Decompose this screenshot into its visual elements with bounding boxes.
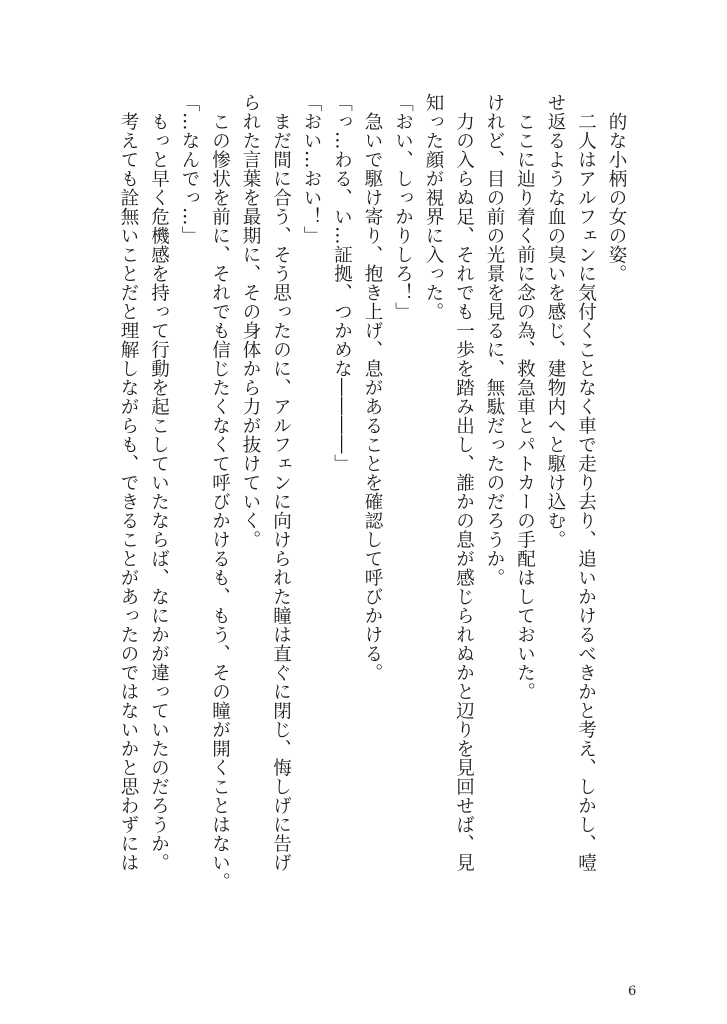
text-line: けれど、目の前の光景を見るに、無駄だったのだろうか。 — [484, 93, 505, 587]
text-line: ここに辿り着く前に念の為、救急車とパトカーの手配はしておいた。 — [514, 93, 536, 701]
text-line: 考えても詮無いことだと理解しながらも、できることがあったのではないかと思わずには — [118, 93, 139, 872]
text-line: 力の入らぬ足、それでも一歩を踏み出し、誰かの息が感じられぬかと辺りを見回せば、見 — [453, 93, 475, 872]
text-line: もっと早く危機感を持って行動を起こしていたならば、なにかが違っていたのだろうか。 — [148, 93, 170, 872]
text-line: 急いで駆け寄り、抱き上げ、息があることを確認して呼びかける。 — [362, 93, 383, 682]
text-line: 知った顔が視界に入った。 — [423, 93, 444, 321]
text-line: 「っ…わる、い…証拠、つかめな――――」 — [331, 93, 353, 473]
text-line: 的な小柄の女の姿。 — [606, 93, 627, 283]
text-line: せ返るような血の臭いを感じ、建物内へと駆け込む。 — [545, 93, 566, 549]
text-line: られた言葉を最期に、その身体から力が抜けていく。 — [240, 93, 261, 549]
text-line: 「おい、しっかりしろ！」 — [392, 93, 414, 321]
page-number: 6 — [628, 984, 637, 999]
text-line: この惨状を前に、それでも信じたくなくて呼びかけるも、もう、その瞳が開くことはない。 — [209, 93, 231, 891]
vertical-text-body — [93, 93, 631, 973]
text-line: 「おい…おい！」 — [301, 93, 322, 245]
text-line: まだ間に合う、そう思ったのに、アルフェンに向けられた瞳は直ぐに閉じ、悔しげに告げ — [270, 93, 292, 872]
text-line: 二人はアルフェンに気付くことなく車で走り去り、追いかけるべきかと考え、しかし、噎 — [575, 93, 597, 872]
text-line: 「…なんでっ…」 — [179, 93, 200, 245]
